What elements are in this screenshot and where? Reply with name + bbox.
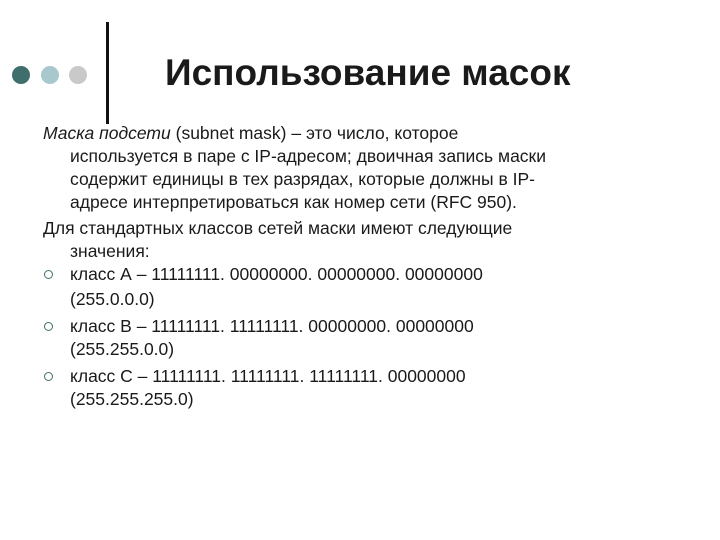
mask-binary: класс А – 11111111. 00000000. 00000000. 00000000	[70, 264, 483, 284]
slide-body	[43, 122, 693, 415]
paragraph-line: Для стандартных классов сетей маски имеют следующие	[43, 218, 513, 238]
paragraph-line: значения:	[70, 241, 150, 261]
ring-bullet-icon	[44, 270, 53, 279]
paragraph-line: адресе интерпретироваться как номер сети (RFC 950).	[70, 192, 517, 212]
mask-decimal: (255.0.0.0)	[70, 289, 155, 309]
ring-bullet-icon	[44, 322, 53, 331]
mask-binary: класс В – 11111111. 11111111. 00000000. 00000000	[70, 316, 474, 336]
mask-class-list	[43, 263, 693, 411]
paragraph-line	[43, 122, 693, 145]
italic-term: Маска подсети	[43, 123, 171, 143]
list-item-class-c	[43, 365, 693, 411]
decorative-dots	[12, 66, 102, 84]
mask-decimal: (255.255.255.0)	[70, 389, 194, 409]
dot-light-icon	[41, 66, 59, 84]
dot-dark-icon	[12, 66, 30, 84]
vertical-divider	[106, 22, 109, 124]
dot-grey-icon	[69, 66, 87, 84]
list-item-class-a	[43, 263, 693, 311]
paragraph-text: (subnet mask) – это число, которое	[170, 123, 459, 143]
mask-decimal: (255.255.0.0)	[70, 339, 175, 359]
paragraph-subnet-definition	[43, 122, 693, 214]
mask-binary: класс С – 11111111. 11111111. 11111111. 00000000	[70, 366, 466, 386]
paragraph-classes-intro	[43, 217, 693, 263]
paragraph-line: содержит единицы в тех разрядах, которые должны в IP-	[70, 169, 535, 189]
paragraph-line: используется в паре с IP-адресом; двоичная запись маски	[70, 146, 546, 166]
slide-title: Использование масок	[165, 52, 571, 93]
ring-bullet-icon	[44, 372, 53, 381]
list-item-class-b	[43, 315, 693, 361]
